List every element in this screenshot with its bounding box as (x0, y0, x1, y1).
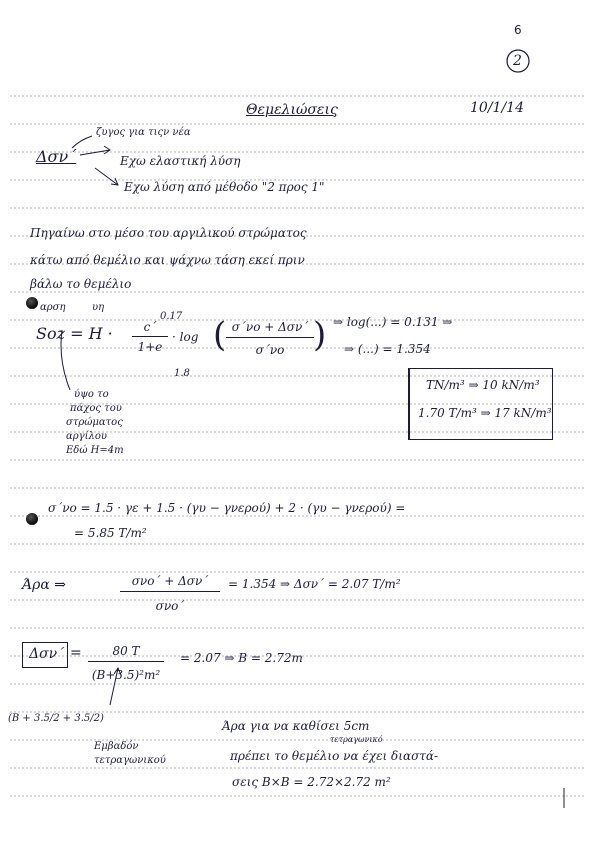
final-note-frac: (B + 3.5/2 + 3.5/2) (8, 713, 104, 724)
formula1-paren-close: ) (313, 315, 327, 355)
apa-rest: = 1.354 ⇒ Δσν΄ = 2.07 T/m² (228, 577, 401, 591)
formula1-sub-left: αρση (40, 302, 66, 313)
intro-note: ζυγος για τιςν νέα (96, 127, 191, 138)
side-note-line1: ύψο το (74, 389, 109, 400)
conclusion-small: τετραγωνικό (330, 735, 383, 744)
side-note-line4: αργίλου (66, 431, 107, 442)
final-boxed-term: Δσν΄ (29, 646, 65, 662)
final-rest: = 2.07 ⇒ B = 2.72m (180, 651, 303, 665)
formula1-log: · log (172, 330, 199, 344)
circled-number: 2 (513, 53, 522, 69)
page-number: 6 (514, 23, 522, 37)
apa-den: σνο΄ (155, 599, 185, 613)
formula1-lhs: Sοz = Η · (36, 324, 113, 343)
formula1-paren-open: ( (213, 315, 227, 355)
side-note-line5: Εδώ Η=4m (66, 445, 124, 456)
side-note-line3: στρώματος (66, 417, 123, 428)
embadon-line1: Εμβαδόν (94, 741, 139, 752)
final-term-box (22, 642, 68, 668)
final-num: 80 T (112, 644, 140, 658)
apa-num: σνο΄ + Δσν΄ (131, 574, 209, 588)
formula1-sub-right: υη (92, 302, 105, 313)
paragraph-line3: βάλω το θεμέλιο (30, 277, 132, 291)
final-equals: = (70, 645, 82, 661)
apa-label: Άρα ⇒ (22, 577, 66, 593)
intro-line1: Εχω ελαστική λύση (120, 154, 241, 168)
sigma-line2: = 5.85 T/m² (74, 526, 147, 540)
embadon-line2: τετραγωνικού (94, 755, 166, 766)
unit-box-line2: 1.70 T/m³ ⇒ 17 kN/m³ (418, 406, 552, 420)
formula1-log-fracline (226, 337, 314, 338)
conclusion-line2: πρέπει το θεμέλιο να έχει διαστά- (230, 749, 439, 763)
conclusion-line1: Άρα για να καθίσει 5cm (222, 719, 370, 733)
side-note-line2: πάχος του (70, 403, 122, 414)
formula1-result2: ⇒ (...) = 1.354 (344, 342, 431, 356)
sigma-line1: σ΄νο = 1.5 · γε + 1.5 · (γυ − γνερού) + 2 · (γυ − γνερού) = (48, 501, 406, 515)
paragraph-line2: κάτω από θεμέλιο και ψάχνω τάση εκεί πριν (30, 253, 305, 267)
bullet-dot-2 (26, 513, 38, 525)
final-fracline (88, 661, 164, 662)
conclusion-line3: σεις B×B = 2.72×2.72 m² (232, 775, 391, 789)
formula1-num: c΄ (143, 320, 157, 334)
formula1-exp: 0.17 (160, 311, 183, 322)
apa-fracline (120, 591, 220, 592)
formula1-log-den: σ΄νο (255, 343, 285, 357)
unit-conversion-box (408, 368, 553, 440)
formula1-log-num: σ΄νο + Δσν΄ (231, 320, 309, 334)
formula1-fracline (132, 336, 168, 337)
formula1-den-sub: 1.8 (174, 368, 190, 379)
unit-box-line1: TN/m³ ⇒ 10 kN/m³ (426, 378, 540, 392)
bullet-dot (26, 297, 38, 309)
intro-term: Δσν΄ (36, 147, 77, 166)
intro-line2: Εχω λύση από μέθοδο "2 προς 1" (124, 180, 325, 194)
date: 10/1/14 (470, 100, 524, 116)
final-den: (B+3.5)²m² (91, 668, 161, 682)
formula1-result1: ⇒ log(...) = 0.131 ⇒ (333, 315, 453, 329)
paragraph-line1: Πηγαίνω στο μέσο του αργιλικού στρώματος (30, 226, 307, 240)
page-title: Θεμελιώσεις (246, 102, 338, 118)
formula1-den: 1+e (137, 340, 163, 354)
